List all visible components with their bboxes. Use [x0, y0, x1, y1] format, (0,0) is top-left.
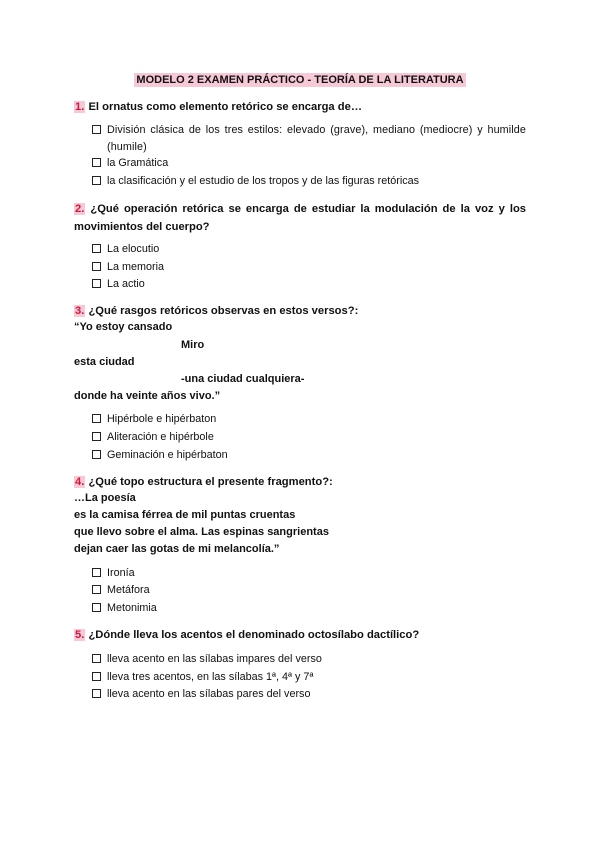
question-number: 1.: [75, 101, 85, 113]
option-label: la Gramática: [107, 157, 169, 169]
checkbox[interactable]: [92, 279, 101, 288]
option-label: lleva acento en las sílabas impares del verso: [107, 653, 322, 665]
option-label: Metáfora: [107, 584, 150, 596]
checkbox[interactable]: [92, 672, 101, 681]
checkbox[interactable]: [92, 158, 101, 167]
option-2c[interactable]: [92, 276, 526, 293]
verse-line: …La poesía: [74, 492, 136, 504]
checkbox[interactable]: [92, 689, 101, 698]
option-4b[interactable]: [92, 582, 526, 599]
question-text: ¿Dónde lleva los acentos el denominado octosílabo dactílico?: [88, 629, 420, 641]
verse-line: que llevo sobre el alma. Las espinas sangrientas: [74, 526, 329, 538]
question-3: [74, 302, 526, 320]
question-text: ¿Qué operación retórica se encarga de estudiar la modulación de la voz y los movimientos del cuerpo?: [74, 203, 526, 233]
option-label: Ironía: [107, 567, 135, 579]
question-1: [74, 98, 526, 116]
checkbox[interactable]: [92, 125, 101, 134]
option-4a[interactable]: [92, 565, 526, 582]
question-number: 5.: [75, 629, 85, 641]
option-label: Geminación e hipérbaton: [107, 449, 228, 461]
option-3a[interactable]: [92, 411, 526, 428]
question-number: 4.: [75, 476, 85, 488]
verse-line: dejan caer las gotas de mi melancolía.”: [74, 543, 280, 555]
option-1a[interactable]: [92, 122, 526, 156]
option-label: La actio: [107, 278, 145, 290]
option-5b[interactable]: [92, 669, 526, 686]
checkbox[interactable]: [92, 585, 101, 594]
question-text: ¿Qué topo estructura el presente fragmento?:: [88, 476, 333, 488]
verse-line: esta ciudad: [74, 356, 135, 368]
option-3c[interactable]: [92, 447, 526, 464]
question-number: 3.: [75, 305, 85, 317]
question-text: ¿Qué rasgos retóricos observas en estos versos?:: [88, 305, 359, 317]
option-2b[interactable]: [92, 259, 526, 276]
option-label: Aliteración e hipérbole: [107, 431, 214, 443]
question-text: El ornatus como elemento retórico se encarga de…: [88, 101, 363, 113]
option-label: la clasificación y el estudio de los tropos y de las figuras retóricas: [107, 175, 420, 187]
checkbox[interactable]: [92, 176, 101, 185]
question-number: 2.: [75, 203, 85, 215]
option-label: Hipérbole e hipérbaton: [107, 413, 217, 425]
option-3b[interactable]: [92, 429, 526, 446]
question-4: [74, 473, 526, 491]
option-4c[interactable]: [92, 600, 526, 617]
checkbox[interactable]: [92, 244, 101, 253]
checkbox[interactable]: [92, 603, 101, 612]
option-label: lleva acento en las sílabas pares del verso: [107, 688, 311, 700]
option-label: División clásica de los tres estilos: elevado (grave), mediano (mediocre) y humilde (humile): [107, 124, 526, 153]
checkbox[interactable]: [92, 654, 101, 663]
question-5: [74, 626, 526, 644]
verse-line: Miro: [181, 339, 205, 351]
checkbox[interactable]: [92, 568, 101, 577]
option-label: Metonimia: [107, 602, 157, 614]
page-title: MODELO 2 EXAMEN PRÁCTICO - TEORÍA DE LA LITERATURA: [136, 74, 464, 86]
checkbox[interactable]: [92, 262, 101, 271]
option-label: lleva tres acentos, en las sílabas 1ª, 4ª y 7ª: [107, 671, 314, 683]
checkbox[interactable]: [92, 432, 101, 441]
option-5c[interactable]: [92, 686, 526, 703]
option-label: La elocutio: [107, 243, 160, 255]
option-label: La memoria: [107, 261, 165, 273]
option-1b[interactable]: [92, 155, 526, 172]
verse-line: “Yo estoy cansado: [74, 321, 173, 333]
question-2: [74, 200, 526, 236]
verse-line: -una ciudad cualquiera-: [181, 373, 305, 385]
option-1c[interactable]: [92, 173, 526, 190]
option-2a[interactable]: [92, 241, 526, 258]
verse-line: es la camisa férrea de mil puntas cruentas: [74, 509, 296, 521]
checkbox[interactable]: [92, 450, 101, 459]
verse-line: donde ha veinte años vivo.”: [74, 390, 221, 402]
option-5a[interactable]: [92, 651, 526, 668]
checkbox[interactable]: [92, 414, 101, 423]
